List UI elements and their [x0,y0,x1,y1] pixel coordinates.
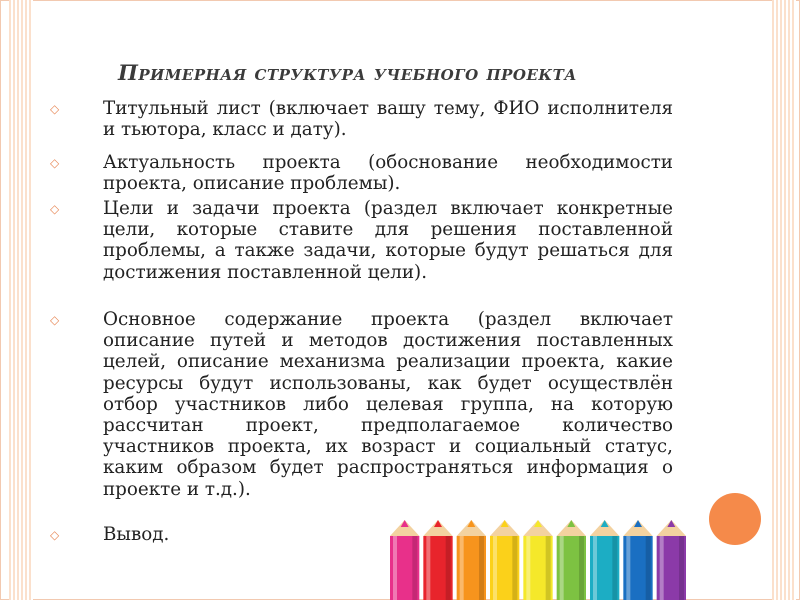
pencil [423,520,452,600]
diamond-bullet-icon: ◇ [50,102,60,116]
diamond-bullet-icon: ◇ [50,313,60,327]
pencil [457,520,486,600]
slide-title: Примерная структура учебного проекта [118,60,577,85]
colored-pencils-image [388,518,688,600]
orange-circle-decoration [709,493,761,545]
bullet-text: Титульный лист (включает вашу тему, ФИО исполнителя и тьютора, класс и дату). [103,98,673,141]
pencil [390,520,419,600]
right-decorative-stripe [772,0,796,600]
pencil [557,520,586,600]
bullet-text: Актуальность проекта (обоснование необходимости проекта, описание проблемы). [103,152,673,195]
pencil [657,520,686,600]
diamond-bullet-icon: ◇ [50,156,60,170]
bullet-text: Цели и задачи проекта (раздел включает конкретные цели, которые ставите для решения поставленной проблемы, а также задачи, которые будут решаться для достижения поставленной цели). [103,198,673,283]
pencil [590,520,619,600]
bullet-text: Вывод. [103,524,170,545]
pencil [523,520,552,600]
diamond-bullet-icon: ◇ [50,202,60,216]
diamond-bullet-icon: ◇ [50,528,60,542]
pencil [490,520,519,600]
bullet-text: Основное содержание проекта (раздел включает описание путей и методов достижения поставленных целей, описание механизма реализации проекта, какие ресурсы будут использованы, как будет осуществлён отбор участников либо целевая группа, на которую рассчитан проект, предполагаемое количество участников проекта, их возраст и социальный статус, каким образом будет распространяться информация о проекте и т.д.). [103,309,673,500]
pencil [623,520,652,600]
left-decorative-stripe [9,0,33,600]
